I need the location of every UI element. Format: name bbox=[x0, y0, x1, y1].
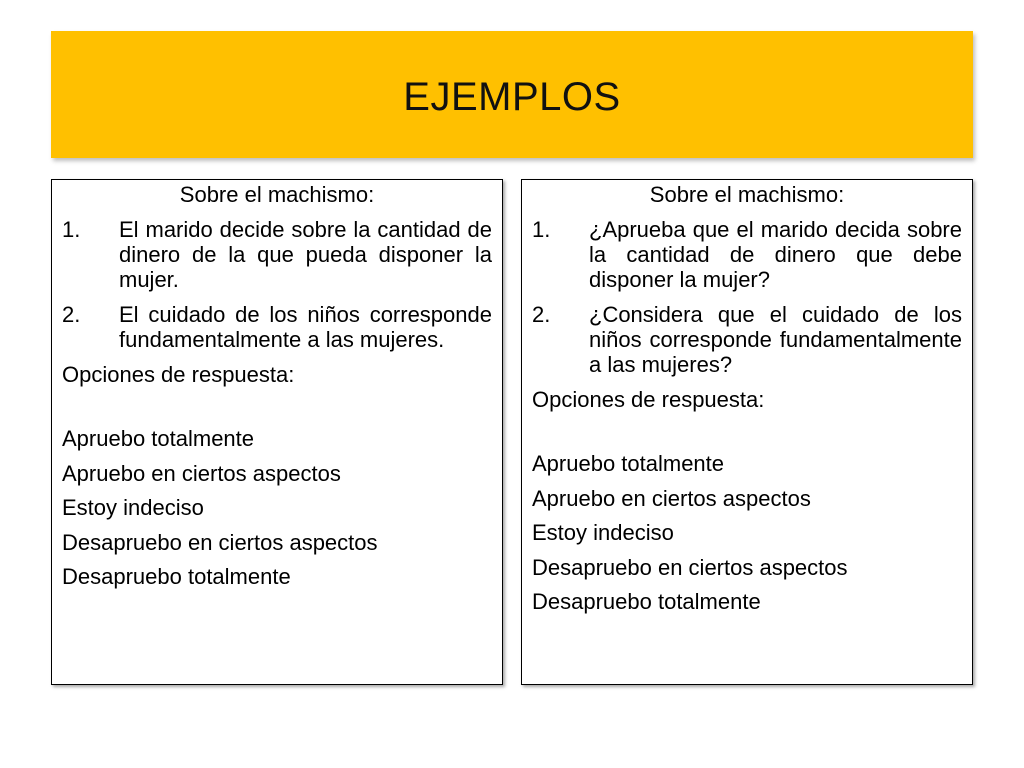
list-item bbox=[62, 302, 492, 352]
item-number: 1. bbox=[62, 217, 81, 242]
left-options-heading: Opciones de respuesta: bbox=[62, 362, 295, 387]
left-panel-heading: Sobre el machismo: bbox=[179, 182, 375, 207]
left-options-list bbox=[62, 422, 492, 595]
left-statement-list bbox=[62, 217, 492, 352]
left-panel bbox=[51, 179, 503, 685]
item-text: El marido decide sobre la cantidad de dinero de la que pueda disponer la mujer. bbox=[119, 217, 492, 292]
option-item: Apruebo totalmente bbox=[532, 451, 725, 476]
option-item: Desapruebo totalmente bbox=[62, 564, 291, 589]
right-question-list bbox=[532, 217, 962, 377]
option-item: Desapruebo totalmente bbox=[532, 589, 761, 614]
item-number: 2. bbox=[62, 302, 81, 327]
option-item: Estoy indeciso bbox=[62, 495, 204, 520]
item-text: El cuidado de los niños corresponde fundamentalmente a las mujeres. bbox=[119, 302, 492, 352]
title-banner bbox=[51, 31, 973, 158]
option-item: Estoy indeciso bbox=[532, 520, 674, 545]
page-title: EJEMPLOS bbox=[403, 75, 621, 119]
list-item bbox=[532, 217, 962, 292]
option-item: Desapruebo en ciertos aspectos bbox=[532, 554, 848, 580]
item-number: 2. bbox=[532, 302, 551, 327]
right-options-list bbox=[532, 447, 962, 620]
right-options-heading: Opciones de respuesta: bbox=[532, 387, 765, 412]
option-item: Apruebo totalmente bbox=[62, 426, 255, 451]
item-number: 1. bbox=[532, 217, 551, 242]
item-text: ¿Considera que el cuidado de los niños corresponde fundamentalmente a las mujeres? bbox=[589, 302, 962, 377]
right-panel bbox=[521, 179, 973, 685]
list-item bbox=[62, 217, 492, 292]
option-item: Desapruebo en ciertos aspectos bbox=[62, 529, 378, 555]
option-item: Apruebo en ciertos aspectos bbox=[62, 460, 341, 486]
right-panel-heading: Sobre el machismo: bbox=[649, 182, 845, 207]
item-text: ¿Aprueba que el marido decida sobre la cantidad de dinero que debe disponer la mujer? bbox=[589, 217, 962, 292]
list-item bbox=[532, 302, 962, 377]
option-item: Apruebo en ciertos aspectos bbox=[532, 485, 811, 511]
